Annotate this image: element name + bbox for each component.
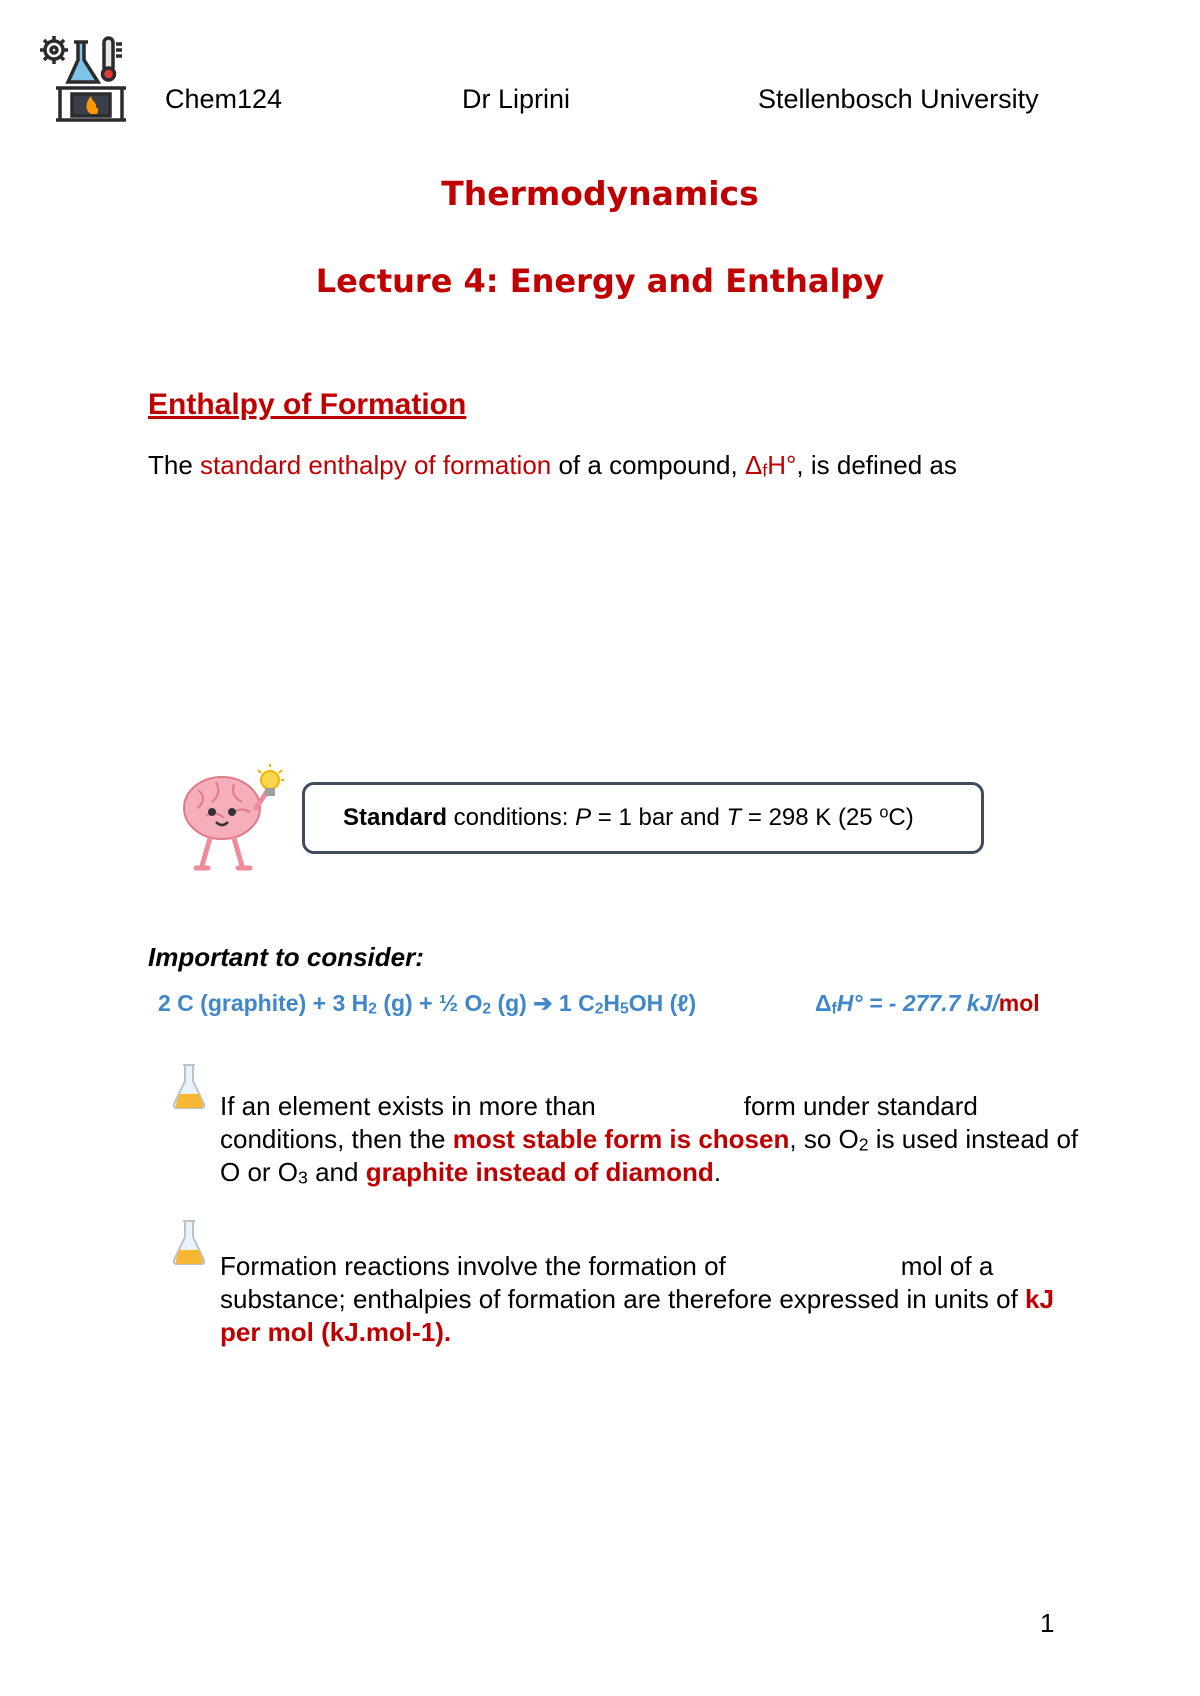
- flask-icon: [170, 1218, 208, 1266]
- lecture-subtitle: Lecture 4: Energy and Enthalpy: [315, 262, 885, 300]
- formation-equation: 2 C (graphite) + 3 $H_2$ (g) + ½ $O_2$ (g) ➔ 1 $C_2H_5OH$ (ℓ): [158, 990, 697, 1018]
- lecturer-name: Dr Liprini: [462, 84, 571, 114]
- section-heading: Enthalpy of Formation: [148, 388, 467, 421]
- standard-conditions-box: Standard conditions: P = 1 bar and T = 298 K (25 $^o$C): [302, 782, 984, 854]
- brain-lightbulb-icon: [176, 762, 286, 874]
- gear-flask-thermometer-icon: [34, 32, 130, 126]
- enthalpy-value: $\Delta_fH^\circ$ = - 277.7 kJ/mol: [815, 990, 1040, 1018]
- page-number: 1: [1040, 1608, 1055, 1638]
- bullet-per-mol: Formation reactions involve the formation of mol of a substance; enthalpies of formation are therefore expressed in units of kJ per mol (kJ.mol-1).: [220, 1251, 1054, 1347]
- flask-icon: [170, 1062, 208, 1110]
- university-name: Stellenbosch University: [758, 84, 1039, 114]
- course-code: Chem124: [165, 84, 283, 114]
- page-title: Thermodynamics: [441, 174, 759, 213]
- definition-intro: The standard enthalpy of formation of a compound, $\Delta_fH^\circ$, is defined as: [148, 450, 957, 481]
- arrow-icon: ➔: [533, 990, 553, 1016]
- bullet-stable-form: If an element exists in more than form under standard conditions, then the most stable form is chosen, so $O_2$ is used instead of O or $O_3$ and graphite instead of diamond.: [220, 1091, 1079, 1188]
- key-term: standard enthalpy of formation: [200, 450, 552, 480]
- important-heading: Important to consider:: [148, 942, 424, 972]
